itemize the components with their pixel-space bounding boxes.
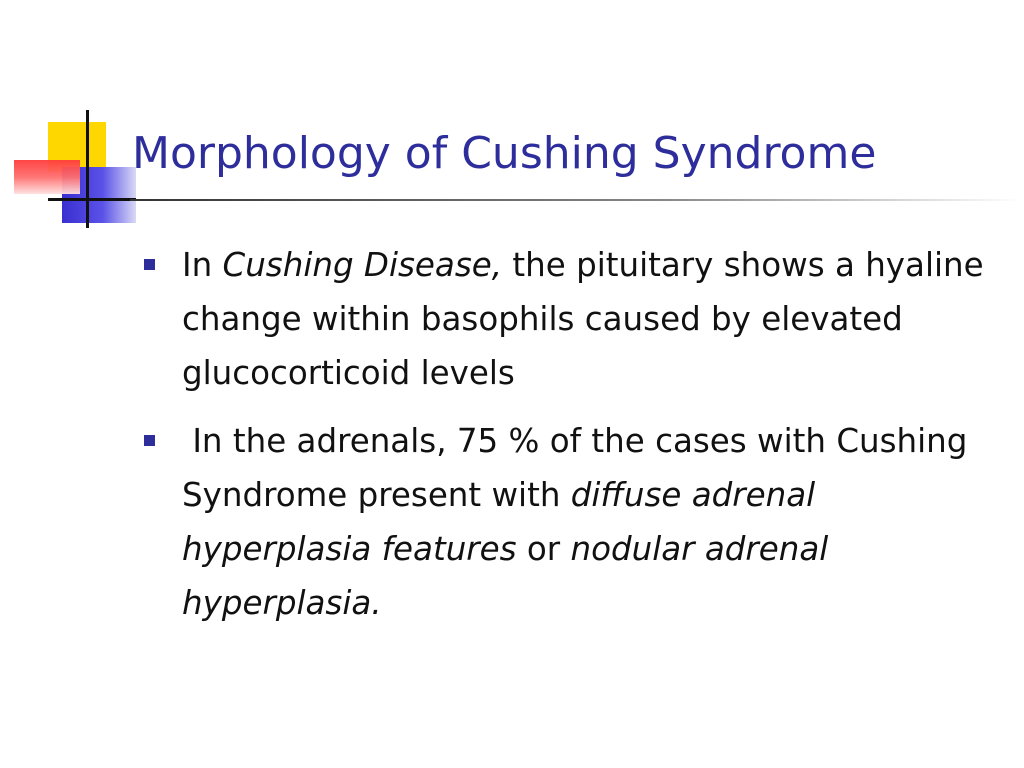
vertical-line-decoration	[86, 110, 89, 228]
horizontal-line-decoration	[48, 198, 136, 201]
bullet-text-segment: or	[516, 530, 571, 568]
title-underline	[130, 199, 1024, 201]
bullet-item	[182, 414, 1012, 630]
bullet-item	[182, 238, 1012, 400]
bullet-text	[182, 246, 984, 392]
bullet-text	[182, 422, 978, 622]
red-bar-decoration	[14, 160, 80, 194]
square-bullet-icon	[144, 435, 155, 446]
bullet-text-segment: In	[182, 246, 223, 284]
bullet-text-italic: nodular adrenal hyperplasia.	[182, 530, 839, 622]
bullet-text-segment: In the adrenals, 75 % of the cases with Cushing Syndrome present with	[182, 422, 978, 514]
bullet-text-italic: Cushing Disease,	[222, 246, 503, 284]
bullet-text-segment: the pituitary shows a hyaline change within basophils caused by elevated glucocorticoid levels	[182, 246, 984, 392]
square-bullet-icon	[144, 259, 155, 270]
bullet-text-italic: diffuse adrenal hyperplasia features	[182, 476, 826, 568]
corner-decoration	[0, 0, 160, 240]
bullet-list	[182, 238, 1012, 644]
slide-title: Morphology of Cushing Syndrome	[132, 128, 877, 179]
